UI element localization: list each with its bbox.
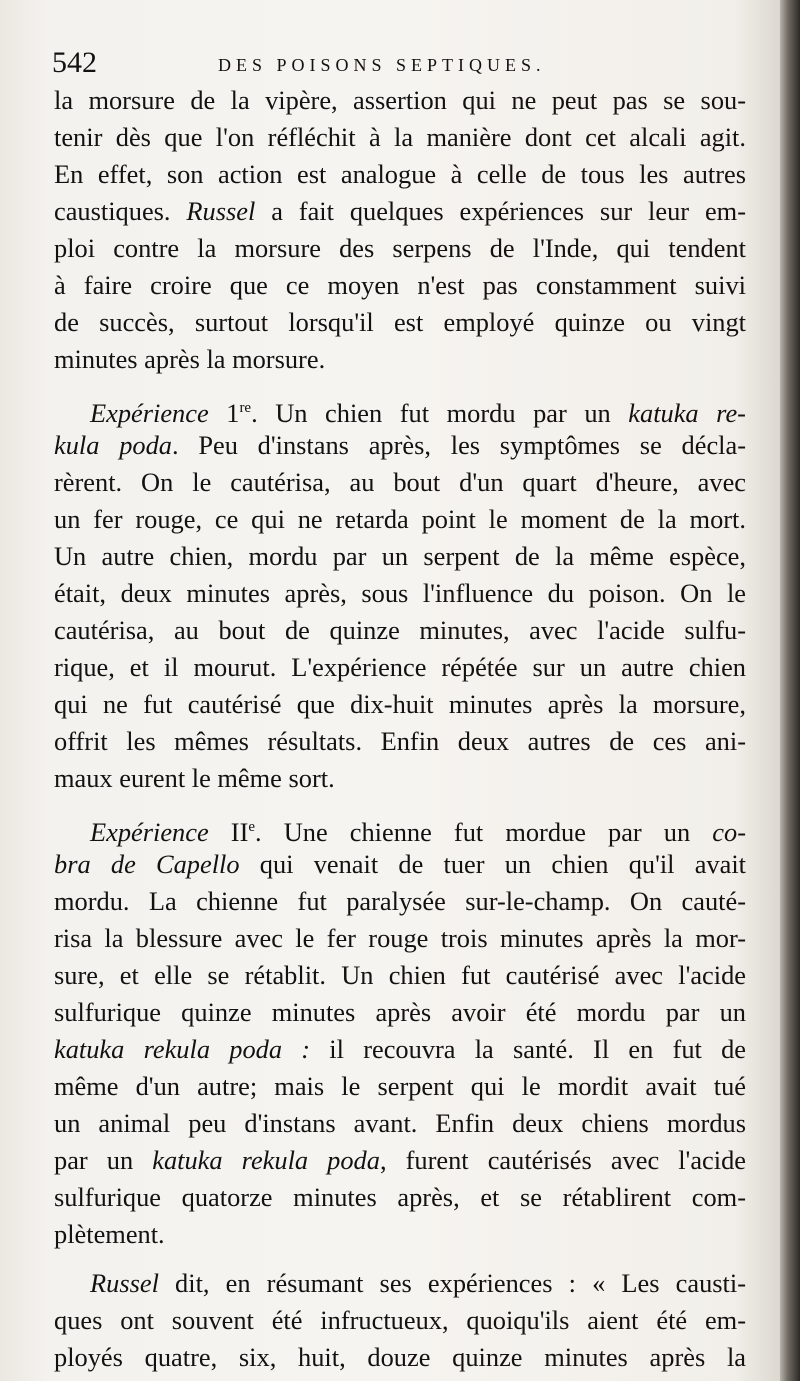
text-line: [54, 883, 746, 920]
text-run: cautérisa, au bout de quinze minutes, avec l'acide sulfu-: [54, 615, 746, 645]
text-line: [54, 230, 746, 267]
text-run: à faire croire que ce moyen n'est pas constamment suivi: [54, 270, 746, 300]
text-run: mordu. La chienne fut paralysée sur-le-champ. On cauté-: [54, 886, 746, 916]
text-run: dit, en résumant ses expériences : « Les causti-: [158, 1268, 746, 1298]
italic-text: Expérience: [90, 816, 209, 847]
text-line: [54, 501, 746, 538]
text-line: [54, 686, 746, 723]
running-head: DES POISONS SEPTIQUES.: [218, 55, 546, 75]
text-run: était, deux minutes après, sous l'influence du poison. On le: [54, 578, 746, 608]
text-run: sure, et elle se rétablit. Un chien fut cautérisé avec l'acide: [54, 960, 746, 990]
text-run: ques ont souvent été infructueux, quoiqu'ils aient été em-: [54, 1305, 746, 1335]
text-line: [54, 1265, 746, 1302]
paragraph-gap: [54, 797, 746, 809]
page-number: 542: [52, 46, 97, 79]
text-line: [54, 809, 746, 846]
text-run: la morsure de la vipère, assertion qui ne peut pas se sou-: [54, 85, 746, 115]
text-run: maux eurent le même sort.: [54, 763, 335, 793]
text-run: , furent cautérisés avec l'acide: [379, 1145, 746, 1175]
text-run: par un: [54, 1145, 153, 1175]
text-run: II: [208, 816, 249, 847]
text-line: [54, 304, 746, 341]
text-line: [54, 649, 746, 686]
italic-text: Russel: [90, 1268, 159, 1298]
paragraph-gap: [54, 1253, 746, 1265]
text-line: [54, 82, 746, 119]
italic-text: co-: [712, 816, 746, 847]
italic-text: katuka re-: [628, 397, 746, 428]
text-run: ploi contre la morsure des serpens de l'Inde, qui tendent: [54, 233, 746, 263]
italic-text: Russel: [186, 196, 256, 226]
text-line: [54, 427, 746, 464]
text-run: rique, et il mourut. L'expérience répétée sur un autre chien: [54, 652, 746, 682]
italic-text: katuka rekula poda :: [54, 1034, 311, 1064]
text-run: rèrent. On le cautérisa, au bout d'un quart d'heure, avec: [54, 467, 746, 497]
text-line: [54, 1068, 746, 1105]
text-run: . Peu d'instans après, les symptômes se décla-: [171, 430, 746, 460]
text-run: il recouvra la santé. Il en fut de: [310, 1034, 747, 1064]
italic-text: kula poda: [54, 430, 172, 460]
text-run: caustiques.: [54, 196, 187, 226]
page-header: [52, 46, 742, 86]
text-line: [54, 1031, 746, 1068]
text-line: [54, 193, 746, 230]
italic-text: bra de Capello: [54, 849, 240, 879]
text-line: [54, 760, 746, 797]
text-line: [54, 341, 746, 378]
text-run: de succès, surtout lorsqu'il est employé quinze ou vingt: [54, 307, 746, 337]
text-run: En effet, son action est analogue à celle de tous les autres: [54, 159, 746, 189]
text-line: [54, 156, 746, 193]
text-line: [54, 920, 746, 957]
text-line: [54, 723, 746, 760]
text-run: offrit les mêmes résultats. Enfin deux autres de ces ani-: [54, 726, 746, 756]
text-line: [54, 1216, 746, 1253]
italic-text: Expérience: [90, 397, 209, 428]
body-text: [54, 82, 746, 1376]
superscript: e: [248, 819, 256, 835]
text-run: sulfurique quatorze minutes après, et se rétablirent com-: [54, 1182, 746, 1212]
text-run: minutes après la morsure.: [54, 344, 326, 374]
text-line: [54, 538, 746, 575]
text-line: [54, 390, 746, 427]
text-line: [54, 575, 746, 612]
text-run: qui ne fut cautérisé que dix-huit minutes après la morsure,: [54, 689, 746, 719]
text-run: plètement.: [54, 1219, 165, 1249]
text-line: [54, 119, 746, 156]
text-run: même d'un autre; mais le serpent qui le mordit avait tué: [54, 1071, 746, 1101]
text-run: ployés quatre, six, huit, douze quinze minutes après la: [54, 1342, 746, 1372]
text-run: un animal peu d'instans avant. Enfin deux chiens mordus: [54, 1108, 746, 1138]
text-run: tenir dès que l'on réfléchit à la manière dont cet alcali agit.: [54, 122, 746, 152]
italic-text: katuka rekula poda: [152, 1145, 380, 1175]
text-line: [54, 267, 746, 304]
text-run: un fer rouge, ce qui ne retarda point le moment de la mort.: [54, 504, 746, 534]
text-run: . Une chienne fut mordue par un: [255, 816, 713, 847]
text-run: Un autre chien, mordu par un serpent de la même espèce,: [54, 541, 746, 571]
superscript: re: [239, 400, 252, 416]
text-run: risa la blessure avec le fer rouge trois minutes après la mor-: [54, 923, 746, 953]
text-line: [54, 464, 746, 501]
text-run: qui venait de tuer un chien qu'il avait: [239, 849, 746, 879]
text-run: sulfurique quinze minutes après avoir été mordu par un: [54, 997, 746, 1027]
paragraph-gap: [54, 378, 746, 390]
text-line: [54, 612, 746, 649]
text-line: [54, 957, 746, 994]
text-line: [54, 1339, 746, 1376]
text-line: [54, 1142, 746, 1179]
text-line: [54, 1302, 746, 1339]
text-line: [54, 1105, 746, 1142]
text-run: a fait quelques expériences sur leur em-: [255, 196, 746, 226]
page-edge-shadow: [780, 0, 800, 1381]
text-line: [54, 994, 746, 1031]
text-run: 1: [208, 397, 240, 428]
text-line: [54, 1179, 746, 1216]
text-line: [54, 846, 746, 883]
text-run: . Un chien fut mordu par un: [251, 397, 629, 428]
